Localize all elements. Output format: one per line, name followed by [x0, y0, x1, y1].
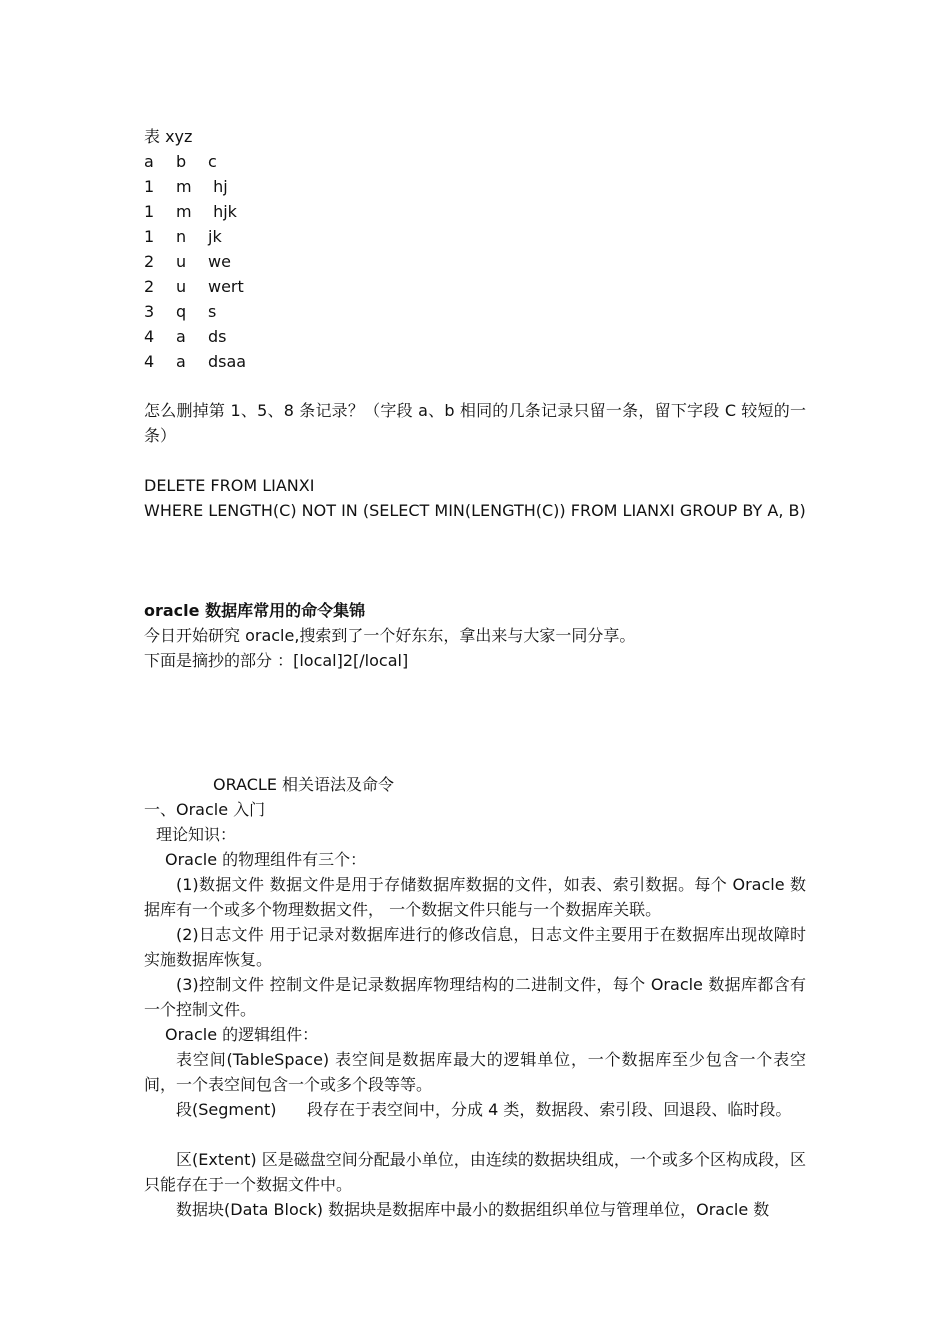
section-1-title: 一、Oracle 入门: [144, 800, 266, 819]
article-title: oracle 数据库常用的命令集锦: [144, 601, 366, 620]
cell: 1: [144, 177, 155, 196]
section-heading: ORACLE 相关语法及命令: [213, 775, 395, 794]
table-header-b: b: [176, 152, 187, 171]
physical-item-datafile: (1)数据文件 数据文件是用于存储数据库数据的文件，如表、索引数据。每个 Oracle 数据库有一个或多个物理数据文件， 一个数据文件只能与一个数据库关联。: [144, 875, 806, 919]
cell: 4: [144, 327, 155, 346]
article-intro-2: 下面是摘抄的部分 ：[local]2[/local]: [144, 651, 409, 670]
cell: hj: [208, 177, 228, 196]
cell: s: [208, 302, 217, 321]
cell: 2: [144, 252, 155, 271]
physical-item-controlfile: (3)控制文件 控制文件是记录数据库物理结构的二进制文件，每个 Oracle 数据库都含有一个控制文件。: [144, 975, 806, 1019]
logical-item-extent: 区(Extent) 区是磁盘空间分配最小单位，由连续的数据块组成，一个或多个区构成段，区只能存在于一个数据文件中。: [144, 1150, 806, 1194]
cell: 1: [144, 227, 155, 246]
cell: 1: [144, 202, 155, 221]
cell: jk: [208, 227, 222, 246]
logical-item-tablespace: 表空间(TableSpace) 表空间是数据库最大的逻辑单位，一个数据库至少包含一个表空间，一个表空间包含一个或多个段等等。: [144, 1050, 806, 1094]
logical-components-label: Oracle 的逻辑组件：: [165, 1025, 319, 1044]
cell: n: [176, 227, 187, 246]
sql-line-1: DELETE FROM LIANXI: [144, 476, 315, 495]
cell: 4: [144, 352, 155, 371]
cell: q: [176, 302, 187, 321]
cell: u: [176, 277, 187, 296]
sql-line-2: WHERE LENGTH(C) NOT IN (SELECT MIN(LENGTH(C)) FROM LIANXI GROUP BY A, B): [144, 501, 806, 520]
theory-label: 理论知识：: [156, 825, 237, 844]
article-intro-1: 今日开始研究 oracle,搜索到了一个好东东，拿出来与大家一同分享。: [144, 626, 636, 645]
cell: u: [176, 252, 187, 271]
cell: wert: [208, 277, 244, 296]
logical-item-segment: 段(Segment) 段存在于表空间中，分成 4 类，数据段、索引段、回退段、临时段。: [176, 1100, 792, 1119]
logical-item-datablock: 数据块(Data Block) 数据块是数据库中最小的数据组织单位与管理单位，Oracle 数: [176, 1200, 770, 1219]
cell: dsaa: [208, 352, 247, 371]
cell: 3: [144, 302, 155, 321]
table-title: 表 xyz: [144, 127, 193, 146]
cell: hjk: [208, 202, 237, 221]
table-header-c: c: [208, 152, 217, 171]
cell: m: [176, 177, 192, 196]
cell: we: [208, 252, 231, 271]
question-text: 怎么删掉第 1、5、8 条记录？（字段 a、b 相同的几条记录只留一条，留下字段 C 较短的一条）: [144, 401, 806, 445]
table-header-a: a: [144, 152, 154, 171]
physical-item-logfile: (2)日志文件 用于记录对数据库进行的修改信息，日志文件主要用于在数据库出现故障时实施数据库恢复。: [144, 925, 806, 969]
cell: ds: [208, 327, 227, 346]
cell: a: [176, 327, 186, 346]
cell: 2: [144, 277, 155, 296]
cell: a: [176, 352, 186, 371]
physical-components-label: Oracle 的物理组件有三个：: [165, 850, 367, 869]
cell: m: [176, 202, 192, 221]
